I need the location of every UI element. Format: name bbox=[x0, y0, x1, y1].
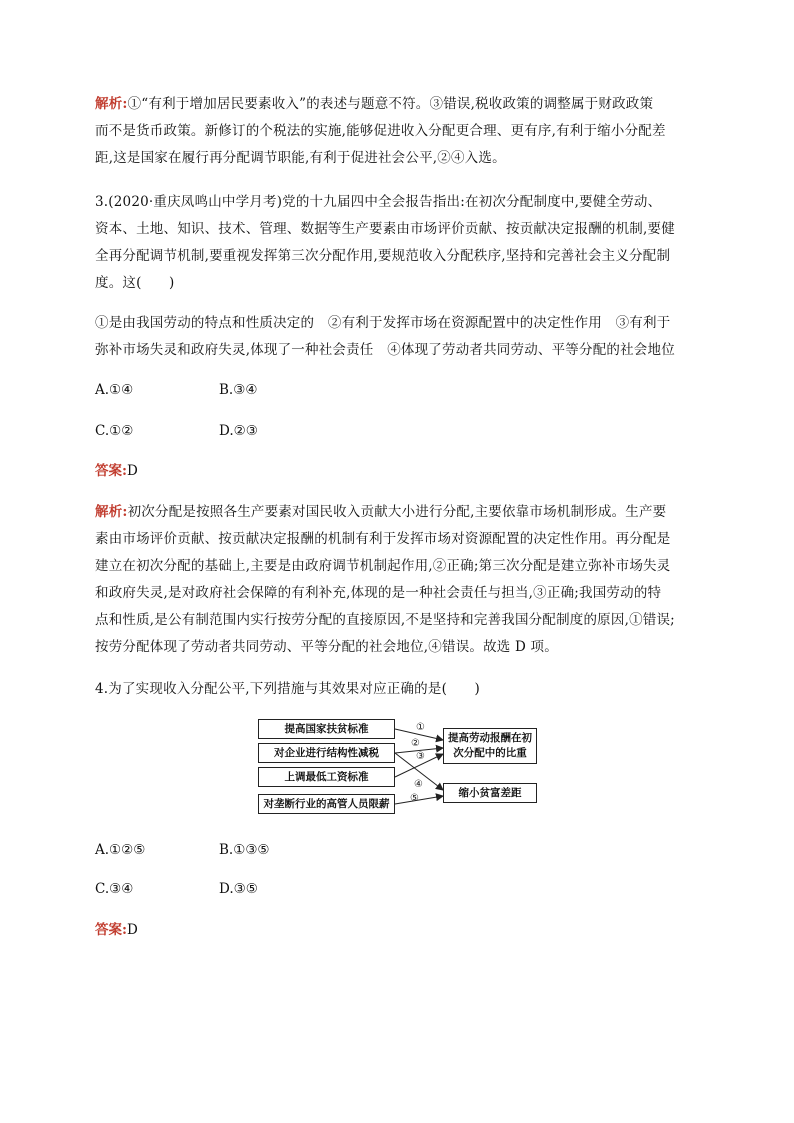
analysis-label: 解析: bbox=[95, 504, 128, 520]
statement-line: ①是由我国劳动的特点和性质决定的 ②有利于发挥市场在资源配置中的决定性作用 ③有利于 bbox=[95, 315, 671, 331]
analysis-label: 解析: bbox=[95, 96, 128, 112]
answer-label: 答案: bbox=[95, 922, 127, 938]
measure-box-3: 上调最低工资标准 bbox=[258, 767, 395, 787]
effect-box-2: 缩小贫富差距 bbox=[443, 783, 537, 803]
measure-box-1: 提高国家扶贫标准 bbox=[258, 719, 395, 739]
question-4-stem bbox=[95, 676, 705, 703]
analysis-line: 解析:初次分配是按照各生产要素对国民收入贡献大小进行分配,主要依靠市场机制形成。生产要 bbox=[95, 504, 667, 520]
q3-option-c[interactable]: C.①② bbox=[95, 423, 134, 439]
q4-option-b[interactable]: B.①③⑤ bbox=[219, 842, 270, 858]
q3-option-d[interactable]: D.②③ bbox=[219, 423, 258, 439]
q3-option-b[interactable]: B.③④ bbox=[219, 382, 258, 398]
stem-line: 3.(2020·重庆凤鸣山中学月考)党的十九届四中全会报告指出:在初次分配制度中,要健全劳动、 bbox=[95, 194, 662, 210]
arrow-label-3: ③ bbox=[416, 751, 425, 762]
arrow-label-5: ⑤ bbox=[410, 793, 419, 804]
analysis-line: 解析:①“有利于增加居民要素收入”的表述与题意不符。③错误,税收政策的调整属于财政政策 bbox=[95, 96, 654, 112]
answer-value: D bbox=[126, 463, 138, 479]
answer-label: 答案: bbox=[95, 463, 127, 479]
stem-line: 4.为了实现收入分配公平,下列措施与其效果对应正确的是( ) bbox=[95, 681, 480, 697]
arrow-5 bbox=[395, 796, 443, 804]
analysis-line: 而不是货币政策。新修订的个税法的实施,能够促进收入分配更合理、更有序,有利于缩小分配差 bbox=[95, 123, 666, 139]
arrow-label-2: ② bbox=[411, 738, 420, 749]
q3-answer bbox=[95, 461, 138, 481]
measure-box-4: 对垄断行业的高管人员限薪 bbox=[258, 794, 395, 814]
analysis-q2 bbox=[95, 91, 705, 172]
arrow-label-4: ④ bbox=[414, 779, 423, 790]
analysis-line: 建立在初次分配的基础上,主要是由政府调节机制起作用,②正确;第三次分配是建立弥补市场失灵 bbox=[95, 558, 671, 574]
q4-answer bbox=[95, 920, 138, 940]
question-3-stem bbox=[95, 189, 705, 297]
q4-option-a[interactable]: A.①②⑤ bbox=[95, 842, 146, 858]
stem-line: 全再分配调节机制,要重视发挥第三次分配作用,要规范收入分配秩序,坚持和完善社会主义分配制 bbox=[95, 248, 671, 264]
question-3-statements bbox=[95, 310, 705, 364]
analysis-line: 点和性质,是公有制范围内实行按劳分配的直接原因,不是坚持和完善我国分配制度的原因,①错误; bbox=[95, 612, 675, 628]
q4-option-c[interactable]: C.③④ bbox=[95, 881, 134, 897]
measure-box-2: 对企业进行结构性减税 bbox=[258, 743, 395, 763]
stem-line: 资本、土地、知识、技术、管理、数据等生产要素由市场评价贡献、按贡献决定报酬的机制,要健 bbox=[95, 221, 675, 237]
q4-option-d[interactable]: D.③⑤ bbox=[219, 881, 258, 897]
analysis-line: 和政府失灵,是对政府社会保障的有利补充,体现的是一种社会责任与担当,③正确;我国劳动的特 bbox=[95, 585, 662, 601]
answer-value: D bbox=[126, 922, 138, 938]
q3-option-a[interactable]: A.①④ bbox=[95, 382, 134, 398]
arrow-label-1: ① bbox=[416, 722, 425, 733]
analysis-line: 素由市场评价贡献、按贡献决定报酬的机制有利于发挥市场对资源配置的决定性作用。再分配是 bbox=[95, 531, 671, 547]
analysis-line: 按劳分配体现了劳动者共同劳动、平等分配的社会地位,④错误。故选 D 项。 bbox=[95, 639, 558, 655]
analysis-line: 距,这是国家在履行再分配调节职能,有利于促进社会公平,②④入选。 bbox=[95, 150, 506, 166]
stem-line: 度。这( ) bbox=[95, 275, 175, 291]
effect-box-1: 提高劳动报酬在初次分配中的比重 bbox=[443, 728, 537, 764]
measure-effect-diagram bbox=[255, 716, 545, 820]
statement-line: 弥补市场失灵和政府失灵,体现了一种社会责任 ④体现了劳动者共同劳动、平等分配的社会地位 bbox=[95, 342, 675, 358]
analysis-q3 bbox=[95, 499, 705, 661]
